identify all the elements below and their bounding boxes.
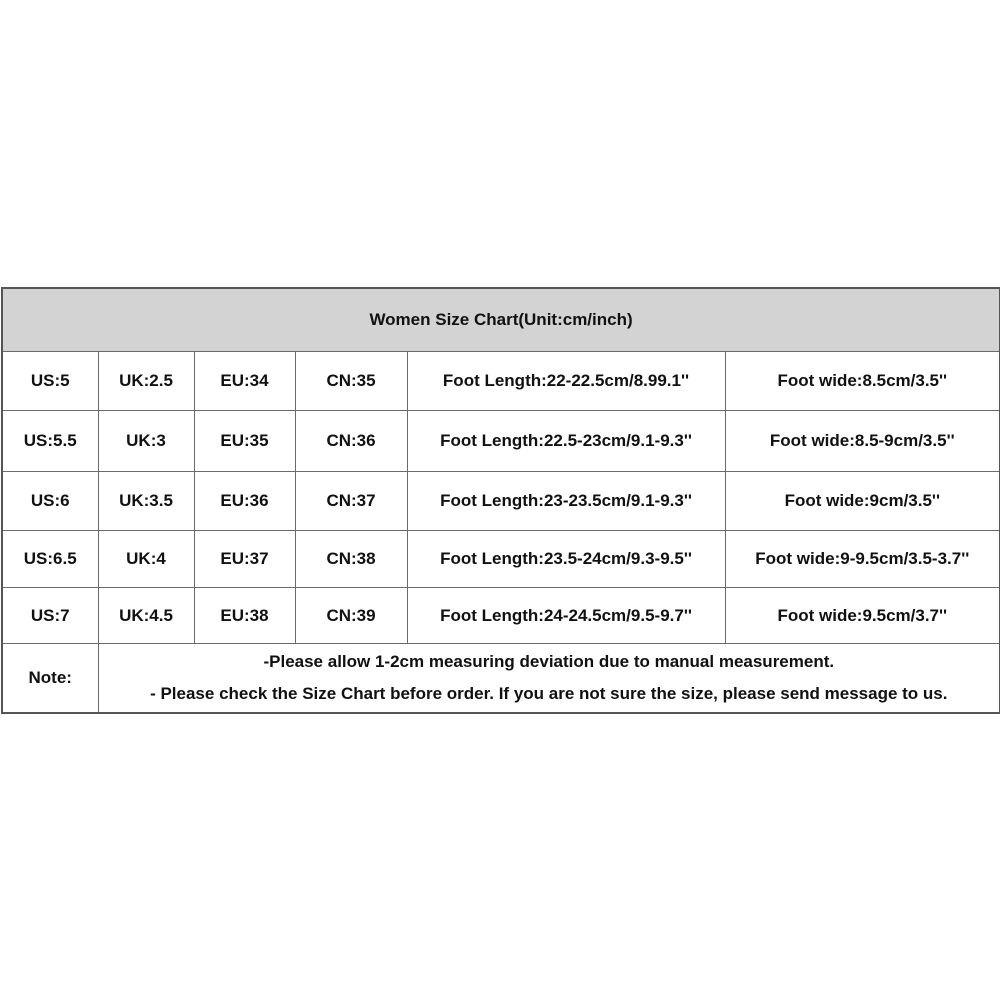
chart-title: Women Size Chart(Unit:cm/inch) (2, 288, 1000, 352)
cn-size-cell: CN:37 (295, 472, 407, 531)
foot-length-cell: Foot Length:24-24.5cm/9.5-9.7'' (407, 588, 725, 644)
foot-length-cell: Foot Length:22-22.5cm/8.99.1'' (407, 352, 725, 411)
foot-wide-cell: Foot wide:9-9.5cm/3.5-3.7'' (725, 531, 1000, 588)
uk-size-cell: UK:4 (98, 531, 194, 588)
cn-size-cell: CN:35 (295, 352, 407, 411)
us-size-cell: US:5.5 (2, 411, 98, 472)
table-row (2, 411, 1000, 472)
foot-wide-cell: Foot wide:9.5cm/3.7'' (725, 588, 1000, 644)
table-row (2, 588, 1000, 644)
uk-size-cell: UK:2.5 (98, 352, 194, 411)
note-text (98, 644, 1000, 714)
us-size-cell: US:7 (2, 588, 98, 644)
eu-size-cell: EU:37 (194, 531, 295, 588)
foot-length-cell: Foot Length:23.5-24cm/9.3-9.5'' (407, 531, 725, 588)
us-size-cell: US:5 (2, 352, 98, 411)
foot-length-cell: Foot Length:22.5-23cm/9.1-9.3'' (407, 411, 725, 472)
note-line: -Please allow 1-2cm measuring deviation due to manual measurement. (263, 652, 835, 671)
cn-size-cell: CN:39 (295, 588, 407, 644)
foot-wide-cell: Foot wide:9cm/3.5'' (725, 472, 1000, 531)
title-row (2, 288, 1000, 352)
us-size-cell: US:6 (2, 472, 98, 531)
eu-size-cell: EU:38 (194, 588, 295, 644)
uk-size-cell: UK:4.5 (98, 588, 194, 644)
cn-size-cell: CN:38 (295, 531, 407, 588)
table-row (2, 531, 1000, 588)
eu-size-cell: EU:34 (194, 352, 295, 411)
table-row (2, 352, 1000, 411)
eu-size-cell: EU:36 (194, 472, 295, 531)
foot-wide-cell: Foot wide:8.5cm/3.5'' (725, 352, 1000, 411)
size-chart-table (1, 287, 1000, 714)
foot-wide-cell: Foot wide:8.5-9cm/3.5'' (725, 411, 1000, 472)
note-line: - Please check the Size Chart before order. If you are not sure the size, please send message to us. (150, 684, 948, 703)
foot-length-cell: Foot Length:23-23.5cm/9.1-9.3'' (407, 472, 725, 531)
table-row (2, 472, 1000, 531)
uk-size-cell: UK:3.5 (98, 472, 194, 531)
cn-size-cell: CN:36 (295, 411, 407, 472)
uk-size-cell: UK:3 (98, 411, 194, 472)
eu-size-cell: EU:35 (194, 411, 295, 472)
note-row (2, 644, 1000, 714)
note-label: Note: (2, 644, 98, 714)
us-size-cell: US:6.5 (2, 531, 98, 588)
